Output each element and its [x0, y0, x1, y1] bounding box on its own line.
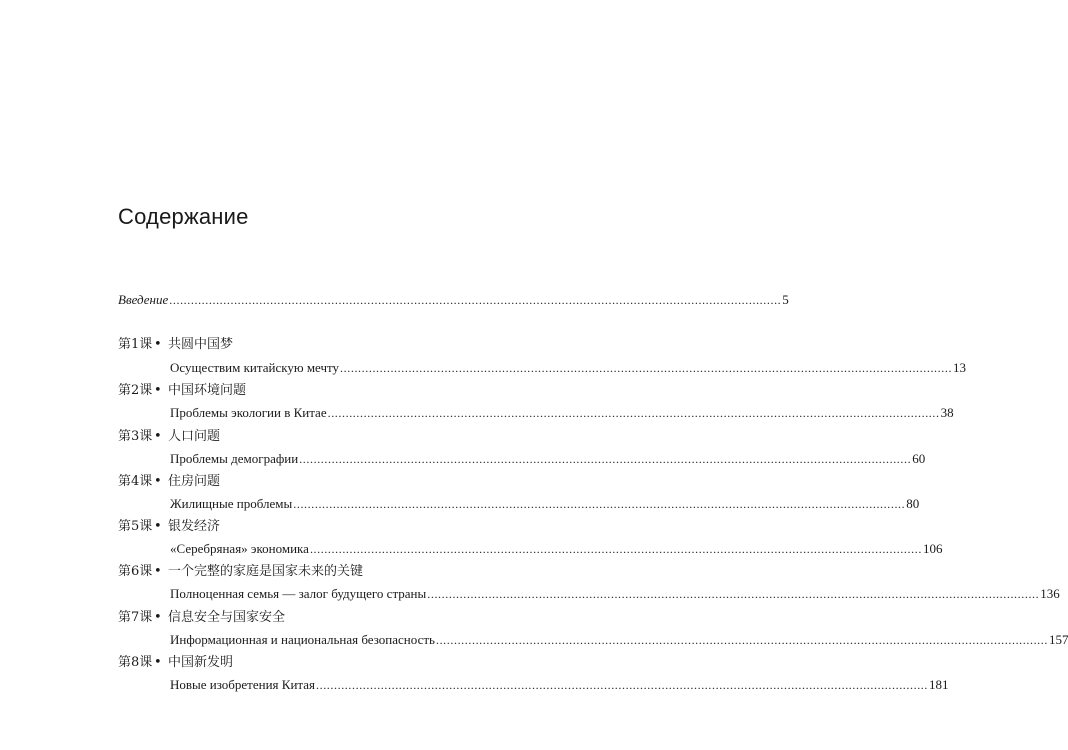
bullet-icon: •	[154, 564, 162, 579]
lesson-number: 第4课	[118, 474, 153, 489]
lesson-russian-title: Осуществим китайскую мечту	[170, 360, 340, 375]
dot-leader: ..........................................................................................................................................................................	[309, 542, 922, 556]
dot-leader: ..........................................................................................................................................................................	[293, 497, 906, 511]
toc-entry-introduction[interactable]	[118, 292, 789, 308]
lesson-russian-title: Проблемы демографии	[170, 451, 299, 466]
dot-leader: ..........................................................................................................................................................................	[169, 293, 782, 307]
dot-leader: ..........................................................................................................................................................................	[316, 678, 928, 692]
page-number: 136	[1040, 586, 1060, 601]
lesson-number: 第1课	[118, 337, 153, 352]
lesson-number: 第2课	[118, 383, 153, 398]
toc-entry-lesson[interactable]	[170, 405, 954, 421]
dot-leader: ..........................................................................................................................................................................	[327, 406, 940, 420]
lesson-chinese-title: 住房问题	[168, 474, 221, 489]
lesson-chinese-title: 中国新发明	[168, 655, 234, 670]
page-number: 106	[922, 541, 943, 556]
toc-entry-lesson[interactable]	[170, 360, 967, 376]
bullet-icon: •	[154, 383, 162, 398]
lesson-heading	[118, 473, 220, 491]
lesson-russian-title: Информационная и национальная безопасность	[170, 632, 435, 647]
toc-entry-lesson[interactable]	[170, 586, 1060, 602]
lesson-russian-title: Полноценная семья — залог будущего страны	[170, 586, 427, 601]
toc-entry-lesson[interactable]	[170, 541, 943, 557]
bullet-icon: •	[154, 474, 162, 489]
lesson-russian-title: Жилищные проблемы	[170, 496, 293, 511]
lesson-chinese-title: 信息安全与国家安全	[168, 610, 286, 625]
lesson-chinese-title: 中国环境问题	[168, 383, 247, 398]
lesson-heading	[118, 654, 233, 672]
lesson-chinese-title: 人口问题	[168, 429, 221, 444]
page-number: 80	[906, 496, 920, 511]
lesson-heading	[118, 428, 220, 446]
contents-heading: Содержание	[118, 204, 249, 229]
toc-entry-lesson[interactable]	[170, 677, 949, 693]
page-number: 181	[929, 677, 949, 692]
lesson-heading	[118, 382, 246, 400]
dot-leader: ..........................................................................................................................................................................	[427, 587, 1040, 601]
dot-leader: ..........................................................................................................................................................................	[435, 633, 1048, 647]
lesson-number: 第8课	[118, 655, 153, 670]
page-number: 60	[912, 451, 926, 466]
bullet-icon: •	[154, 655, 162, 670]
lesson-heading	[118, 563, 363, 581]
lesson-russian-title: Новые изобретения Китая	[170, 677, 315, 692]
lesson-chinese-title: 银发经济	[168, 519, 221, 534]
lesson-number: 第7课	[118, 610, 153, 625]
toc-entry-lesson[interactable]	[170, 496, 920, 512]
page-number: 5	[782, 292, 789, 307]
lesson-russian-title: Проблемы экологии в Китае	[170, 405, 327, 420]
lesson-heading	[118, 518, 220, 536]
page-number: 157	[1048, 632, 1068, 647]
bullet-icon: •	[154, 519, 162, 534]
dot-leader: ..........................................................................................................................................................................	[299, 452, 912, 466]
lesson-heading	[118, 336, 233, 354]
bullet-icon: •	[154, 429, 162, 444]
toc-entry-lesson[interactable]	[170, 632, 1068, 648]
page-number: 38	[940, 405, 954, 420]
lesson-chinese-title: 共圆中国梦	[168, 337, 234, 352]
dot-leader: ..........................................................................................................................................................................	[340, 361, 953, 375]
lesson-heading	[118, 609, 285, 627]
lesson-chinese-title: 一个完整的家庭是国家未来的关键	[168, 564, 364, 579]
bullet-icon: •	[154, 610, 162, 625]
lesson-number: 第6课	[118, 564, 153, 579]
bullet-icon: •	[154, 337, 162, 352]
lesson-number: 第5课	[118, 519, 153, 534]
page-number: 13	[953, 360, 967, 375]
lesson-number: 第3课	[118, 429, 153, 444]
lesson-russian-title: «Серебряная» экономика	[170, 541, 309, 556]
toc-entry-lesson[interactable]	[170, 451, 926, 467]
toc-entry-title: Введение	[118, 292, 169, 307]
